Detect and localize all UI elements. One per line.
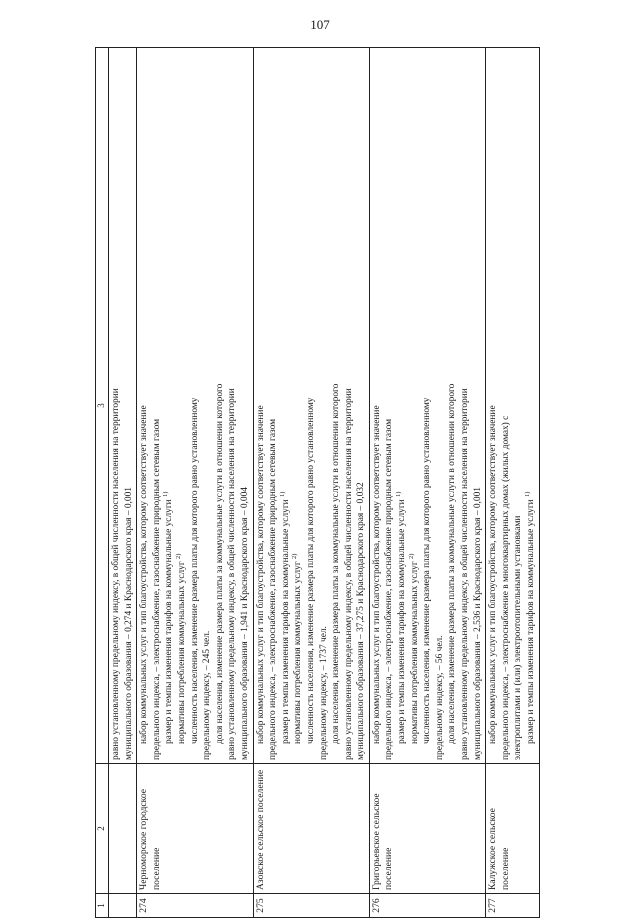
description-line — [409, 51, 422, 760]
column-number-3: 3 — [96, 48, 109, 764]
description-line — [396, 51, 409, 760]
description-line — [176, 51, 189, 760]
utility-description — [137, 48, 253, 764]
description-text: предельному индексу, – 245 чел. — [202, 630, 213, 760]
description-text: нормативы потребления коммунальных услуг — [293, 561, 304, 744]
description-line — [305, 51, 318, 760]
continuation-line: муниципального образования – 0,274 и Краснодарского края – 0,001 — [123, 487, 134, 760]
description-line — [138, 51, 151, 760]
row-number: 275 — [253, 894, 369, 918]
description-line — [267, 51, 280, 760]
description-text: предельному индексу, – 56 чел. — [434, 635, 445, 760]
municipal-table — [95, 47, 540, 918]
row-number: 277 — [486, 894, 539, 918]
description-line — [383, 51, 396, 760]
utility-description — [369, 48, 485, 764]
description-text: численность населения, изменение размера платы для которого равно установленному — [305, 397, 316, 744]
footnote-mark: 1) — [278, 491, 286, 497]
continuation-cell — [109, 48, 137, 764]
continuation-row — [109, 48, 137, 918]
description-line — [421, 51, 434, 760]
description-line — [500, 51, 513, 760]
description-line — [459, 51, 472, 760]
description-line — [434, 51, 447, 760]
footnote-mark: 1) — [394, 491, 402, 497]
rotated-table-container — [95, 48, 545, 918]
description-text: размер и темпы изменения тарифов на коммунальные услуги — [526, 499, 536, 744]
description-text: равно установленному предельному индексу, в общей численности населения на территории — [460, 388, 471, 760]
footnote-mark: 2) — [291, 553, 299, 559]
description-text: доля населения, изменение размера платы за коммунальные услуги в отношении которого — [214, 383, 225, 744]
utility-description — [486, 48, 539, 764]
continuation-line: равно установленному предельному индексу, в общей численности населения на территории — [111, 388, 121, 760]
footnote-mark: 2) — [407, 553, 415, 559]
description-line — [189, 51, 202, 760]
utility-description — [253, 48, 369, 764]
description-line — [472, 51, 485, 760]
description-text: доля населения, изменение размера платы за коммунальные услуги в отношении которого — [331, 383, 342, 744]
description-line — [525, 51, 538, 760]
description-line — [355, 51, 368, 760]
description-line — [255, 51, 268, 760]
description-line — [318, 51, 331, 760]
description-text: равно установленному предельному индексу, в общей численности населения на территории — [343, 388, 354, 760]
description-text: численность населения, изменение размера платы для которого равно установленному — [189, 397, 200, 744]
footnote-mark: 1) — [523, 491, 531, 497]
description-text: предельного индекса, – электроснабжение, газоснабжение природным сетевым газом — [268, 418, 279, 760]
description-line — [330, 51, 343, 760]
table-row — [253, 48, 369, 918]
column-number-row — [96, 48, 109, 918]
description-line — [280, 51, 293, 760]
description-line — [292, 51, 305, 760]
description-text: размер и темпы изменения тарифов на коммунальные услуги — [397, 499, 408, 744]
footnote-mark: 2) — [174, 553, 182, 559]
description-text: нормативы потребления коммунальных услуг — [176, 561, 187, 744]
description-text: предельного индекса, – электроснабжение в многоквартирных домах (жилых домах) с — [500, 415, 511, 760]
description-line — [239, 51, 252, 760]
description-line — [343, 51, 356, 760]
description-line — [201, 51, 214, 760]
description-text: нормативы потребления коммунальных услуг — [409, 561, 420, 744]
description-text: электроплитами и (или) электроотопительными установками — [513, 515, 524, 760]
description-line — [371, 51, 384, 760]
description-text: набор коммунальных услуг и тип благоустройства, которому соответствует значение — [139, 405, 150, 744]
description-text: набор коммунальных услуг и тип благоустройства, которому соответствует значение — [488, 405, 499, 744]
description-line — [151, 51, 164, 760]
column-number-2: 2 — [96, 764, 109, 894]
description-line — [512, 51, 525, 760]
description-text: размер и темпы изменения тарифов на коммунальные услуги — [280, 499, 291, 744]
settlement-name: Черноморское городское поселение — [137, 764, 253, 894]
description-text: доля населения, изменение размера платы за коммунальные услуги в отношении которого — [447, 383, 458, 744]
description-text: численность населения, изменение размера платы для которого равно установленному — [422, 397, 433, 744]
description-text: размер и темпы изменения тарифов на коммунальные услуги — [164, 499, 175, 744]
footnote-mark: 1) — [162, 491, 170, 497]
description-text: предельному индексу, – 1737 чел. — [318, 626, 329, 760]
settlement-name: Калужское сельское поселение — [486, 764, 539, 894]
description-text: равно установленному предельному индексу, в общей численности населения на территории — [227, 388, 238, 760]
settlement-name: Григорьевское сельское поселение — [369, 764, 485, 894]
table-row — [369, 48, 485, 918]
settlement-name: Азовское сельское поселение — [253, 764, 369, 894]
description-line — [226, 51, 239, 760]
table-row — [486, 48, 539, 918]
description-text: предельного индекса, – электроснабжение, газоснабжение природным сетевым газом — [151, 418, 162, 760]
column-number-1: 1 — [96, 894, 109, 918]
description-line — [446, 51, 459, 760]
description-line — [163, 51, 176, 760]
row-number: 274 — [137, 894, 253, 918]
description-text: муниципального образования – 2,536 и Краснодарского края – 0,001 — [472, 487, 483, 760]
description-text: набор коммунальных услуг и тип благоустройства, которому соответствует значение — [371, 405, 382, 744]
row-number: 276 — [369, 894, 485, 918]
page-number: 107 — [310, 17, 330, 32]
description-text: муниципального образования – 1,941 и Краснодарского края – 0,004 — [239, 487, 250, 760]
table-row — [137, 48, 253, 918]
description-line — [487, 51, 500, 760]
description-text: предельного индекса, – электроснабжение, газоснабжение природным сетевым газом — [384, 418, 395, 760]
description-text: набор коммунальных услуг и тип благоустройства, которому соответствует значение — [255, 405, 266, 744]
description-text: муниципального образования – 37,275 и Краснодарского края – 0,032 — [356, 482, 367, 760]
description-line — [214, 51, 227, 760]
